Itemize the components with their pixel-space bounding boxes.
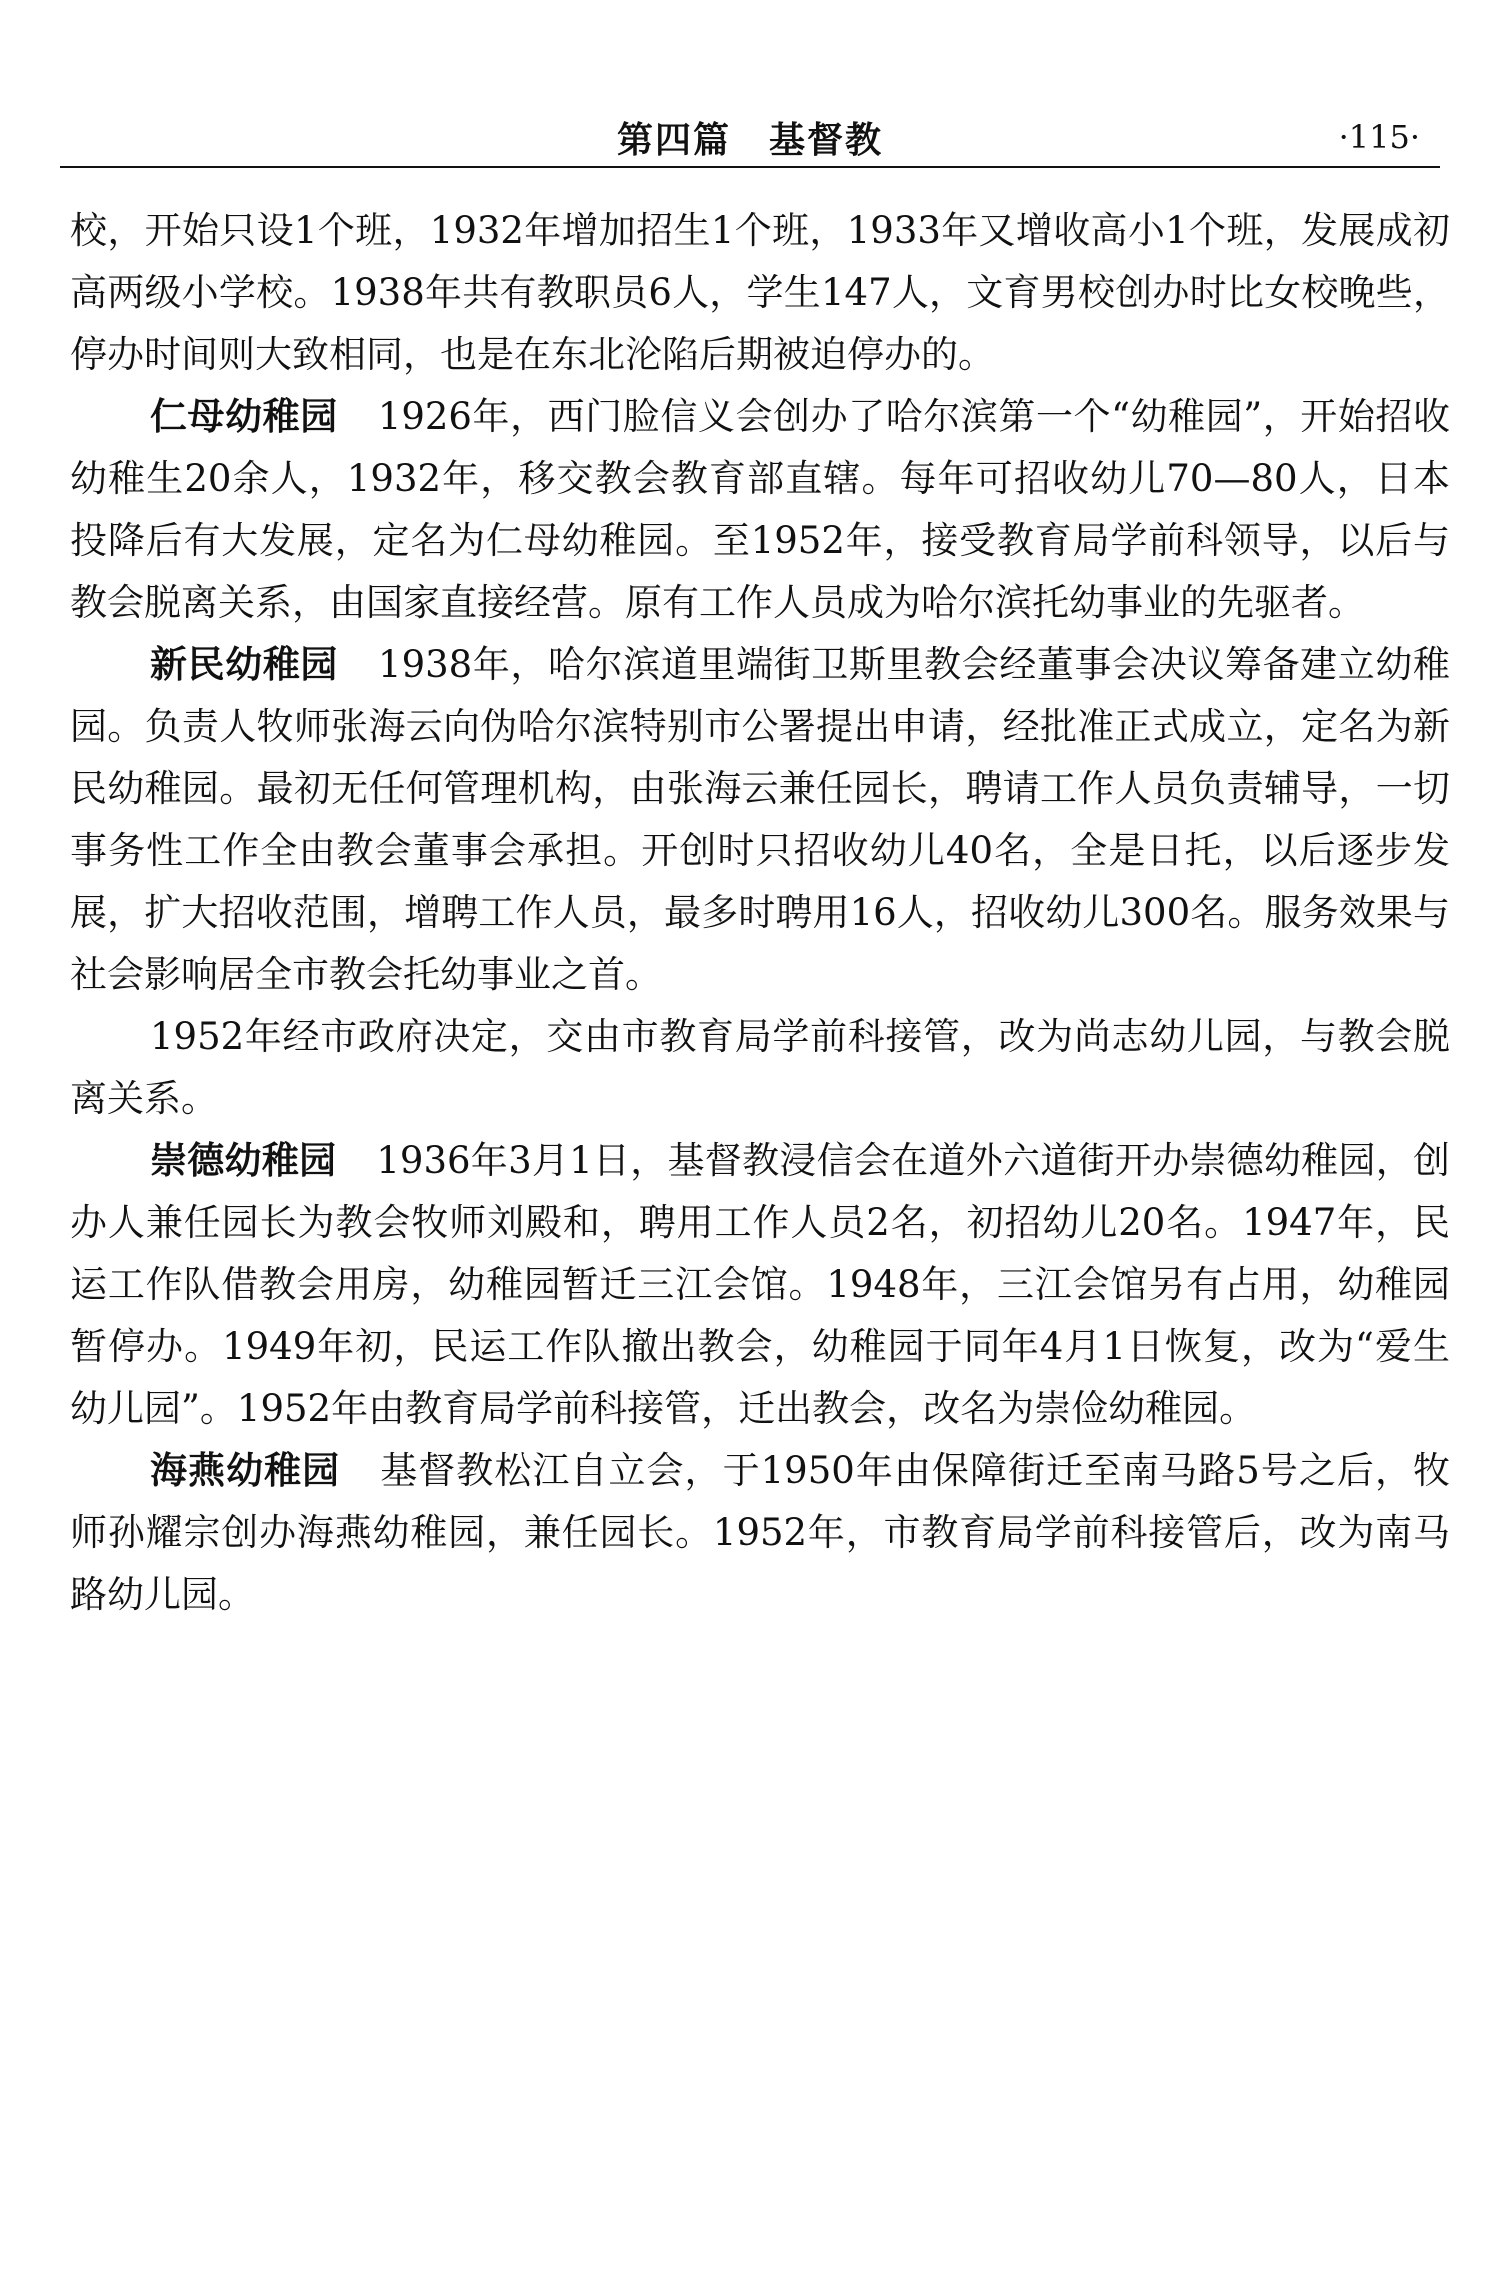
section-label: 第四篇 (616, 120, 731, 161)
header-divider (60, 166, 1440, 168)
paragraph-continuation (70, 200, 1450, 386)
paragraph-xinmin-followup (70, 1006, 1450, 1130)
paragraph-text: 校，开始只设1个班，1932年增加招生1个班，1933年又增收高小1个班，发展成初高两级小学校。1938年共有教职员6人，学生147人，文育男校创办时比女校晚些，停办时间则大致相同，也是在东北沦陷后期被迫停办的。 (70, 209, 1450, 376)
entry-heading: 仁母幼稚园 (150, 395, 338, 438)
running-title (60, 112, 1440, 163)
entry-heading: 海燕幼稚园 (150, 1449, 341, 1492)
page-header (60, 108, 1440, 168)
entry-renmu-kindergarten (70, 386, 1450, 634)
page-number: ·115· (1338, 118, 1420, 156)
entry-heading: 新民幼稚园 (150, 643, 339, 686)
entry-xinmin-kindergarten (70, 634, 1450, 1006)
paragraph-text: 1952年经市政府决定，交由市教育局学前科接管，改为尚志幼儿园，与教会脱离关系。 (70, 1015, 1450, 1120)
entry-text: 1936年3月1日，基督教浸信会在道外六道街开办崇德幼稚园，创办人兼任园长为教会牧师刘殿和，聘用工作人员2名，初招幼儿20名。1947年，民运工作队借教会用房，幼稚园暂迁三江会馆。1948年，三江会馆另有占用，幼稚园暂停办。1949年初，民运工作队撤出教会，幼稚园于同年4月1日恢复，改为“爱生幼儿园”。1952年由教育局学前科接管，迁出教会，改名为崇俭幼稚园。 (70, 1139, 1450, 1430)
entry-text: 基督教松江自立会，于1950年由保障街迁至南马路5号之后，牧师孙耀宗创办海燕幼稚园，兼任园长。1952年，市教育局学前科接管后，改为南马路幼儿园。 (70, 1449, 1451, 1616)
entry-text: 1938年，哈尔滨道里端街卫斯里教会经董事会决议筹备建立幼稚园。负责人牧师张海云向伪哈尔滨特别市公署提出申请，经批准正式成立，定名为新民幼稚园。最初无任何管理机构，由张海云兼任园长，聘请工作人员负责辅导，一切事务性工作全由教会董事会承担。开创时只招收幼儿40名，全是日托，以后逐步发展，扩大招收范围，增聘工作人员，最多时聘用16人，招收幼儿300名。服务效果与社会影响居全市教会托幼事业之首。 (70, 643, 1450, 996)
entry-chongde-kindergarten (70, 1130, 1450, 1440)
chapter-title: 基督教 (769, 120, 884, 161)
entry-heading: 崇德幼稚园 (150, 1139, 337, 1182)
entry-text: 1926年，西门脸信义会创办了哈尔滨第一个“幼稚园”，开始招收幼稚生20余人，1932年，移交教会教育部直辖。每年可招收幼儿70—80人，日本投降后有大发展，定名为仁母幼稚园。至1952年，接受教育局学前科领导，以后与教会脱离关系，由国家直接经营。原有工作人员成为哈尔滨托幼事业的先驱者。 (70, 395, 1450, 624)
body-text (70, 200, 1450, 1626)
entry-haiyan-kindergarten (70, 1440, 1450, 1626)
